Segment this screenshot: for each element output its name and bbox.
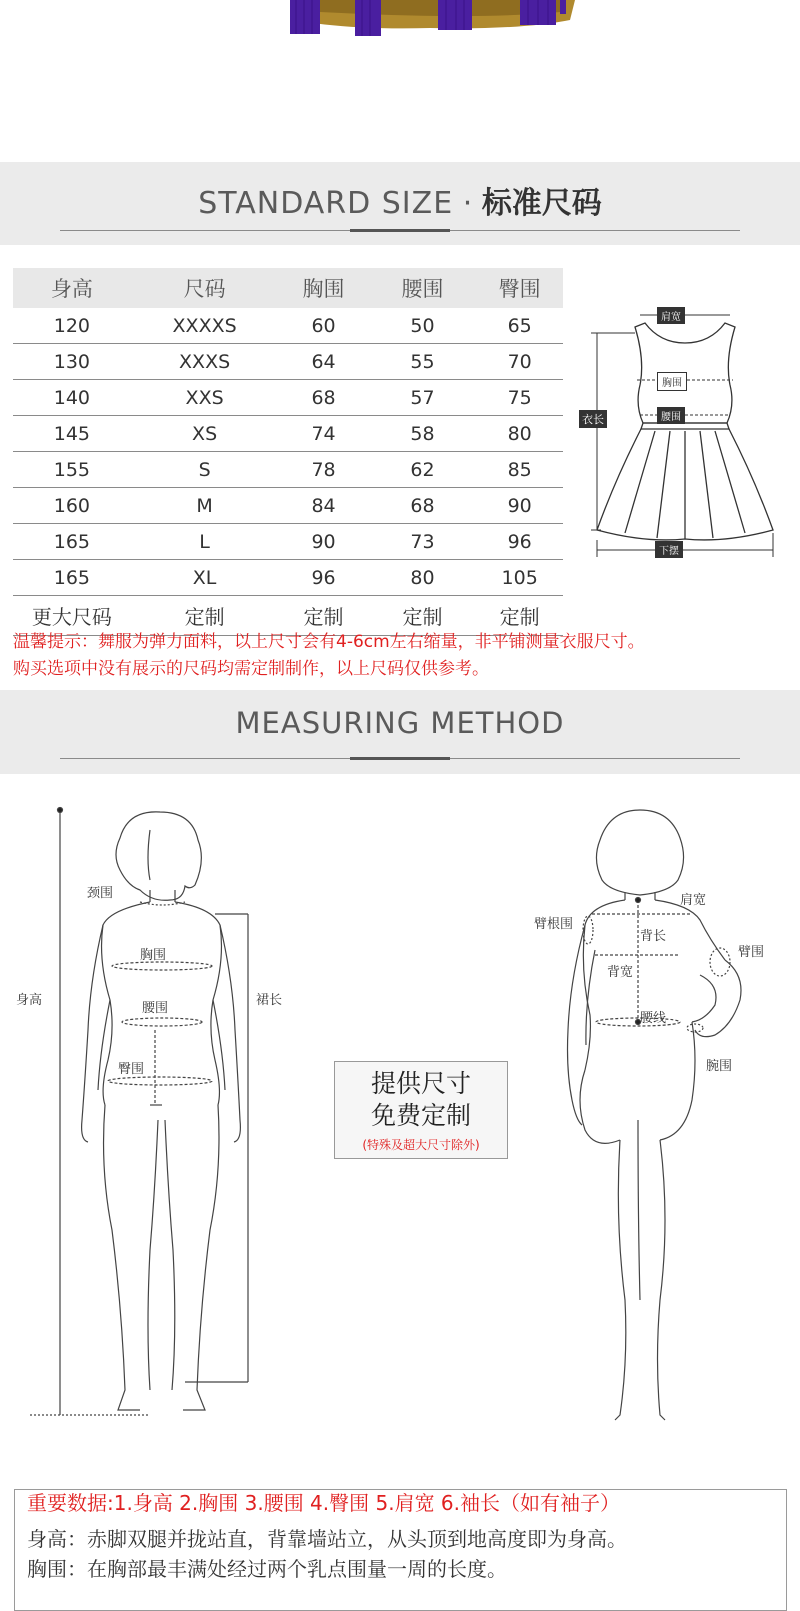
cell: 68 (278, 380, 368, 416)
cell: XXXS (131, 344, 279, 380)
standard-size-title (0, 178, 800, 222)
label-back-length: 背长 (640, 929, 667, 944)
cell: 160 (13, 488, 131, 524)
table-row (13, 416, 563, 452)
size-table (13, 268, 563, 636)
cell: 定制 (476, 596, 563, 636)
notes-line-1: 重要数据:1.身高 2.胸围 3.腰围 4.臀围 5.肩宽 6.袖长（如有袖子） (27, 1491, 621, 1515)
notes-line-3: 胸围：在胸部最丰满处经过两个乳点围量一周的长度。 (27, 1557, 507, 1581)
cell: 120 (13, 308, 131, 344)
th-hip: 臀围 (476, 268, 563, 308)
label-skirt-length: 裙长 (256, 993, 283, 1008)
cell: 84 (278, 488, 368, 524)
cell: 定制 (131, 596, 279, 636)
cell: L (131, 524, 279, 560)
th-height: 身高 (13, 268, 131, 308)
cell: 90 (278, 524, 368, 560)
title-dot: · (462, 186, 473, 221)
cell: 96 (476, 524, 563, 560)
cell: 定制 (369, 596, 477, 636)
table-row (13, 560, 563, 596)
table-row (13, 452, 563, 488)
notes-line-2: 身高：赤脚双腿并拢站直，背靠墙站立，从头顶到地高度即为身高。 (27, 1527, 627, 1551)
cell: 80 (476, 416, 563, 452)
tag-line-3: (特殊及超大尺寸除外) (362, 1138, 480, 1152)
measurement-notes (14, 1489, 787, 1611)
measuring-method-header (0, 690, 800, 774)
cell: 70 (476, 344, 563, 380)
cell: 60 (278, 308, 368, 344)
cell: 130 (13, 344, 131, 380)
table-row (13, 344, 563, 380)
cell: 78 (278, 452, 368, 488)
label-waist: 腰围 (142, 1001, 169, 1016)
cell: 64 (278, 344, 368, 380)
cell: XXS (131, 380, 279, 416)
cell: 80 (369, 560, 477, 596)
cell: 58 (369, 416, 477, 452)
measuring-method-title: MEASURING METHOD (235, 706, 565, 740)
warm-tip-line-1: 温馨提示：舞服为弹力面料，以上尺寸会有4-6cm左右缩量，非平铺测量衣服尺寸。 (13, 632, 645, 652)
dress-label-shoulder: 肩宽 (657, 307, 685, 324)
cell: XXXXS (131, 308, 279, 344)
table-row (13, 380, 563, 416)
standard-size-header (0, 162, 800, 245)
cell: 165 (13, 560, 131, 596)
cell: 62 (369, 452, 477, 488)
table-row (13, 308, 563, 344)
cell: XS (131, 416, 279, 452)
label-chest: 胸围 (140, 948, 167, 963)
cell: 定制 (278, 596, 368, 636)
header-accent-bar (350, 757, 450, 760)
header-accent-bar (350, 229, 450, 232)
cell: 50 (369, 308, 477, 344)
cell: XL (131, 560, 279, 596)
dress-outline (585, 305, 790, 575)
cell: 73 (369, 524, 477, 560)
cell: 155 (13, 452, 131, 488)
cell: M (131, 488, 279, 524)
title-cn: 标准尺码 (481, 186, 602, 221)
back-figure-outline (520, 800, 790, 1450)
label-hip: 臀围 (118, 1062, 145, 1077)
label-shoulder: 肩宽 (680, 893, 707, 908)
cell: 更大尺码 (13, 596, 131, 636)
back-figure-diagram (520, 800, 790, 1450)
th-size: 尺码 (131, 268, 279, 308)
table-row (13, 524, 563, 560)
cell: 165 (13, 524, 131, 560)
table-header-row (13, 268, 563, 308)
label-armpit: 臂根围 (534, 917, 574, 932)
warm-tip-line-2: 购买选项中没有展示的尺码均需定制制作，以上尺码仅供参考。 (13, 659, 489, 679)
cell: 74 (278, 416, 368, 452)
table-row (13, 488, 563, 524)
dress-label-hem: 下摆 (655, 541, 683, 558)
costume-fringe-image (0, 0, 800, 160)
front-figure-outline (0, 790, 330, 1450)
label-back-width: 背宽 (607, 965, 634, 980)
label-waistline: 腰线 (640, 1011, 667, 1026)
front-figure-diagram (0, 790, 330, 1450)
dress-label-chest: 胸围 (657, 372, 687, 391)
cell: 75 (476, 380, 563, 416)
title-en: STANDARD SIZE (198, 186, 454, 221)
tag-line-2: 免费定制 (370, 1101, 471, 1130)
label-neck: 颈围 (87, 886, 114, 901)
cell: 105 (476, 560, 563, 596)
label-height: 身高 (16, 993, 43, 1008)
custom-size-tag (334, 1061, 508, 1159)
cell: 55 (369, 344, 477, 380)
label-arm: 臂围 (738, 945, 765, 960)
dress-label-length: 衣长 (579, 410, 607, 428)
cell: 85 (476, 452, 563, 488)
cell: 90 (476, 488, 563, 524)
cell: 96 (278, 560, 368, 596)
th-chest: 胸围 (278, 268, 368, 308)
cell: 140 (13, 380, 131, 416)
cell: 145 (13, 416, 131, 452)
dress-diagram (582, 305, 790, 575)
cell: 68 (369, 488, 477, 524)
dress-label-waist: 腰围 (657, 407, 685, 424)
tag-line-1: 提供尺寸 (370, 1069, 471, 1098)
product-image-bottom (0, 0, 800, 160)
th-waist: 腰围 (369, 268, 477, 308)
cell: 65 (476, 308, 563, 344)
label-wrist: 腕围 (706, 1059, 733, 1074)
cell: S (131, 452, 279, 488)
cell: 57 (369, 380, 477, 416)
